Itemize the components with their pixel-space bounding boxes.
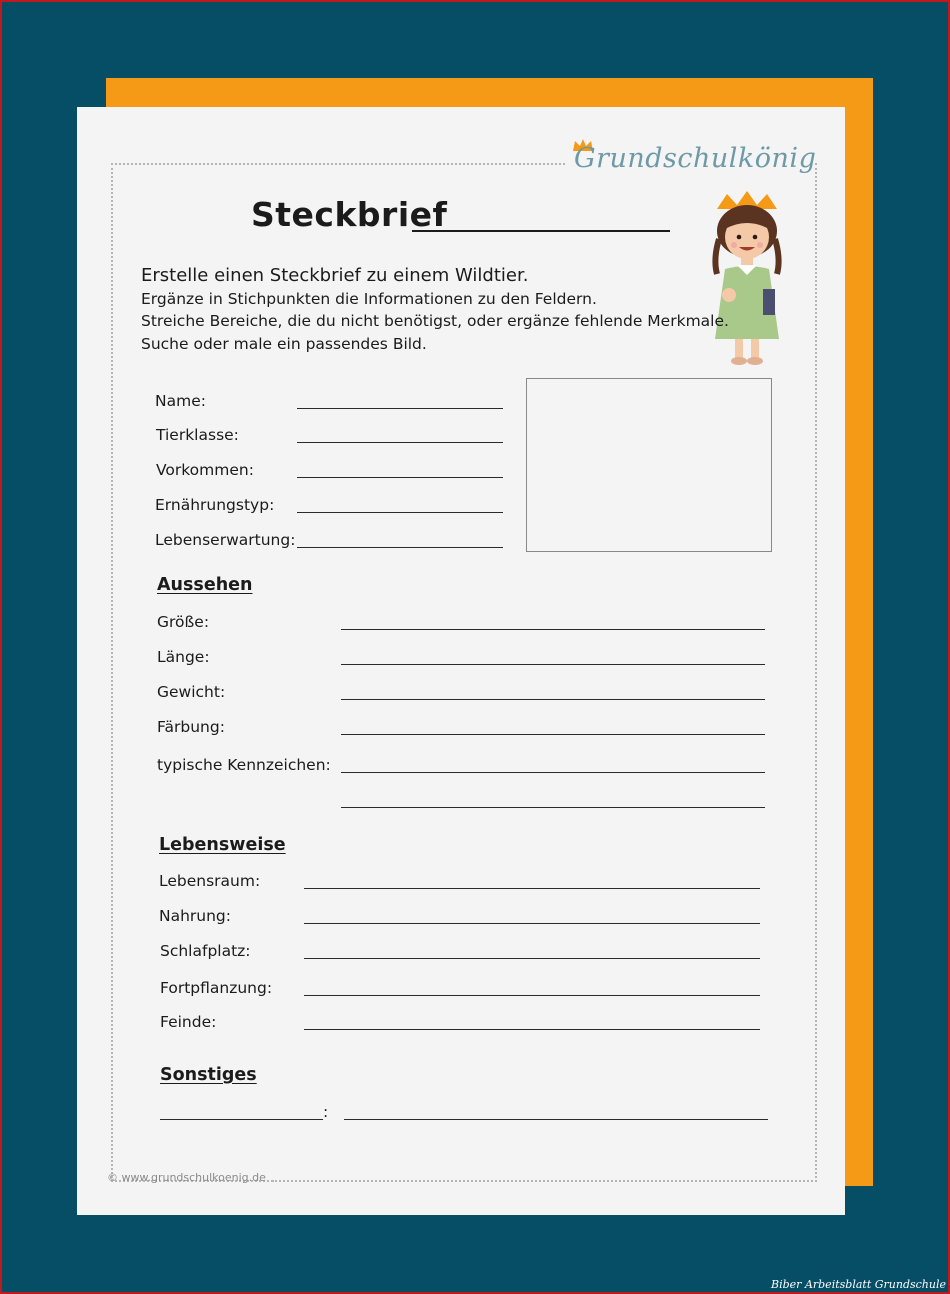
field-label-vorkommen: Vorkommen: [156,461,254,479]
write-line-laenge[interactable] [341,664,765,665]
field-label-name: Name: [155,392,206,410]
field-label-kennzeichen: typische Kennzeichen: [157,756,331,774]
write-line-kennzeichen[interactable] [341,772,765,773]
write-line-fortpflanzung[interactable] [304,995,760,996]
field-label-lebensraum: Lebensraum: [159,872,261,890]
watermark-text: Biber Arbeitsblatt Grundschule [771,1278,946,1291]
worksheet-page [77,107,845,1215]
field-label-feinde: Feinde: [160,1013,217,1031]
write-line-gewicht[interactable] [341,699,765,700]
field-label-lebenserwartung: Lebenserwartung: [155,531,296,549]
section-heading-aussehen: Aussehen [157,575,253,595]
field-label-tierklasse: Tierklasse: [156,426,239,444]
field-label-gewicht: Gewicht: [157,683,226,701]
field-label-ernaehrungstyp: Ernährungstyp: [155,496,275,514]
write-line-lebensraum[interactable] [304,888,760,889]
write-line-sonstiges-label[interactable] [160,1119,323,1120]
instruction-line: Suche oder male ein passendes Bild. [141,334,427,353]
write-line-schlafplatz[interactable] [304,958,760,959]
section-heading-lebensweise: Lebensweise [159,835,286,855]
field-label-schlafplatz: Schlafplatz: [160,942,251,960]
write-line-sonstiges-value[interactable] [344,1119,768,1120]
brand-logo: Grundschulkönig [574,143,817,174]
write-line-name[interactable] [297,408,503,409]
write-line-faerbung[interactable] [341,734,765,735]
instructions [141,265,729,355]
sonstiges-colon: : [323,1103,329,1121]
field-label-nahrung: Nahrung: [159,907,231,925]
write-line-nahrung[interactable] [304,923,760,924]
footer-dotted-line [272,1180,813,1182]
write-line-tierklasse[interactable] [297,442,503,443]
instruction-line: Ergänze in Stichpunkten die Informationen zu den Feldern. [141,289,597,308]
page-title: Steckbrief [251,195,448,234]
picture-box[interactable] [526,378,772,552]
section-heading-sonstiges: Sonstiges [160,1065,257,1085]
instruction-line: Streiche Bereiche, die du nicht benötigst, oder ergänze fehlende Merkmale. [141,312,729,330]
write-line-lebenserwartung[interactable] [297,547,503,548]
field-label-groesse: Größe: [157,613,210,631]
write-line-feinde[interactable] [304,1029,760,1030]
write-line-ernaehrungstyp[interactable] [297,512,503,513]
write-line-groesse[interactable] [341,629,765,630]
field-label-laenge: Länge: [157,648,210,666]
write-line-vorkommen[interactable] [297,477,503,478]
instruction-lead: Erstelle einen Steckbrief zu einem Wildtier. [141,265,529,286]
title-write-line [412,230,670,232]
footer-copyright: © www.grundschulkoenig.de [107,1171,266,1184]
field-label-fortpflanzung: Fortpflanzung: [160,979,273,997]
field-label-faerbung: Färbung: [157,718,225,736]
write-line-kennzeichen-extra[interactable] [341,807,765,808]
